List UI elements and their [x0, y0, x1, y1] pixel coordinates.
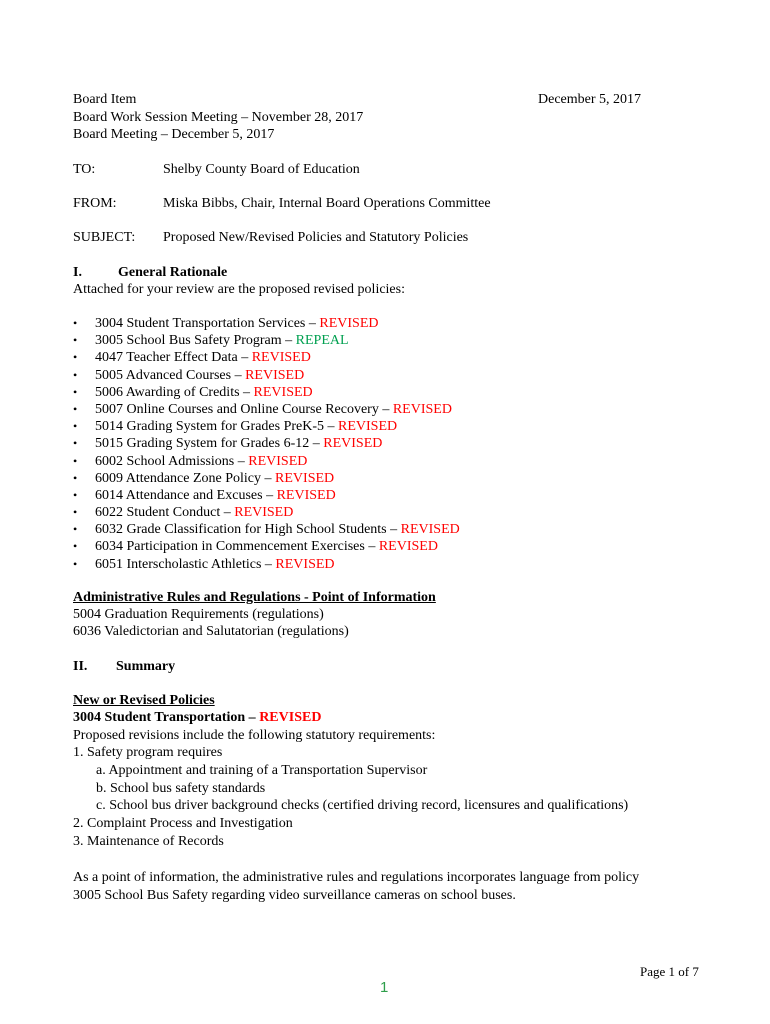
board-item-label: Board Item — [73, 92, 137, 107]
page-number: 1 — [380, 979, 389, 996]
policy-list-item — [73, 384, 460, 401]
policy-name: 5007 Online Courses and Online Course Recovery – — [95, 401, 393, 417]
policy-status: REVISED — [400, 522, 460, 538]
document-date: December 5, 2017 — [538, 92, 642, 107]
policy-name: 5005 Advanced Courses – — [95, 367, 246, 383]
section-1-number: I. — [73, 265, 82, 280]
admin-rule-item: 6036 Valedictorian and Salutatorian (regulations) — [73, 624, 349, 639]
subject-value: Proposed New/Revised Policies and Statutory Policies — [163, 230, 469, 245]
policy-name: 4047 Teacher Effect Data – — [95, 350, 252, 366]
policy-status: REVISED — [245, 367, 305, 383]
bullet-icon: • — [73, 487, 78, 502]
policy-status: REPEAL — [295, 333, 349, 349]
policy-status: REVISED — [275, 556, 335, 572]
policy-name: 6002 School Admissions – — [95, 453, 249, 469]
policy-status: REVISED — [234, 505, 294, 521]
policy-name: 5015 Grading System for Grades 6-12 – — [95, 436, 324, 452]
policy-status: REVISED — [276, 487, 336, 503]
bullet-icon: • — [73, 350, 78, 365]
new-revised-heading: New or Revised Policies — [73, 693, 215, 708]
admin-rule-item: 5004 Graduation Requirements (regulations) — [73, 607, 324, 622]
to-value: Shelby County Board of Education — [163, 162, 360, 177]
from-label: FROM: — [73, 196, 117, 211]
policy-status: REVISED — [338, 419, 398, 435]
bullet-icon: • — [73, 453, 78, 468]
section-2-title: Summary — [116, 659, 176, 674]
policy-list-item — [73, 538, 460, 555]
policy-list-item — [73, 556, 460, 573]
policy-name: 6051 Interscholastic Athletics – — [95, 556, 276, 572]
policy-list-item — [73, 418, 460, 435]
board-meeting-line: Board Meeting – December 5, 2017 — [73, 127, 275, 142]
summary-sublist-item: a. Appointment and training of a Transportation Supervisor — [96, 763, 428, 778]
summary-list-item: 3. Maintenance of Records — [73, 834, 224, 849]
policy-list — [73, 315, 460, 573]
policy-name: 6034 Participation in Commencement Exercises – — [95, 539, 379, 555]
section-2-number: II. — [73, 659, 88, 674]
admin-rules-heading: Administrative Rules and Regulations - Point of Information — [73, 590, 436, 605]
bullet-icon: • — [73, 505, 78, 520]
section-1-intro: Attached for your review are the proposed revised policies: — [73, 282, 405, 297]
summary-sublist-item: c. School bus driver background checks (certified driving record, licensures and qualifications) — [96, 798, 629, 813]
summary-list-item: 1. Safety program requires — [73, 745, 223, 760]
policy-list-item — [73, 401, 460, 418]
summary-sublist-item: b. School bus safety standards — [96, 781, 266, 796]
policy-list-item — [73, 453, 460, 470]
bullet-icon: • — [73, 333, 78, 348]
policy-status: REVISED — [251, 350, 311, 366]
bullet-icon: • — [73, 539, 78, 554]
bullet-icon: • — [73, 384, 78, 399]
bullet-icon: • — [73, 522, 78, 537]
bullet-icon: • — [73, 316, 78, 330]
page-indicator: Page 1 of 7 — [640, 964, 699, 979]
policy-name: 6032 Grade Classification for High School Students – — [95, 522, 401, 538]
policy-name: 3005 School Bus Safety Program – — [95, 333, 296, 349]
policy-list-item — [73, 470, 460, 487]
policy-3004-heading — [73, 709, 321, 726]
policy-name: 6009 Attendance Zone Policy – — [95, 470, 276, 486]
policy-status: REVISED — [275, 470, 335, 486]
policy-status: REVISED — [378, 539, 438, 555]
policy-name: 5014 Grading System for Grades PreK-5 – — [95, 419, 339, 435]
bullet-icon: • — [73, 436, 78, 451]
policy-list-item — [73, 487, 460, 504]
from-value: Miska Bibbs, Chair, Internal Board Operations Committee — [163, 196, 491, 211]
policy-status: REVISED — [319, 316, 379, 331]
section-1-title: General Rationale — [118, 265, 228, 280]
policy-3004-status: REVISED — [259, 710, 322, 725]
policy-name: 6022 Student Conduct – — [95, 505, 235, 521]
policy-list-item — [73, 504, 460, 521]
policy-name: 5006 Awarding of Credits – — [95, 384, 254, 400]
policy-list-item — [73, 315, 460, 332]
summary-note-line-2: 3005 School Bus Safety regarding video surveillance cameras on school buses. — [73, 888, 516, 903]
policy-3004-title: 3004 Student Transportation – — [73, 710, 260, 725]
bullet-icon: • — [73, 401, 78, 416]
policy-name: 6014 Attendance and Excuses – — [95, 487, 277, 503]
policy-list-item — [73, 435, 460, 452]
policy-status: REVISED — [253, 384, 313, 400]
bullet-icon: • — [73, 367, 78, 382]
to-label: TO: — [73, 162, 96, 177]
policy-list-item — [73, 332, 460, 349]
summary-intro: Proposed revisions include the following statutory requirements: — [73, 728, 436, 743]
policy-list-item — [73, 349, 460, 366]
policy-list-item — [73, 521, 460, 538]
work-session-line: Board Work Session Meeting – November 28, 2017 — [73, 110, 364, 125]
summary-list-item: 2. Complaint Process and Investigation — [73, 816, 293, 831]
policy-status: REVISED — [392, 401, 452, 417]
subject-label: SUBJECT: — [73, 230, 136, 245]
summary-note-line-1: As a point of information, the administrative rules and regulations incorporates language from policy — [73, 870, 640, 885]
policy-status: REVISED — [248, 453, 308, 469]
policy-status: REVISED — [323, 436, 383, 452]
policy-list-item — [73, 367, 460, 384]
bullet-icon: • — [73, 556, 78, 571]
policy-name: 3004 Student Transportation Services – — [95, 316, 320, 331]
bullet-icon: • — [73, 419, 78, 434]
bullet-icon: • — [73, 470, 78, 485]
